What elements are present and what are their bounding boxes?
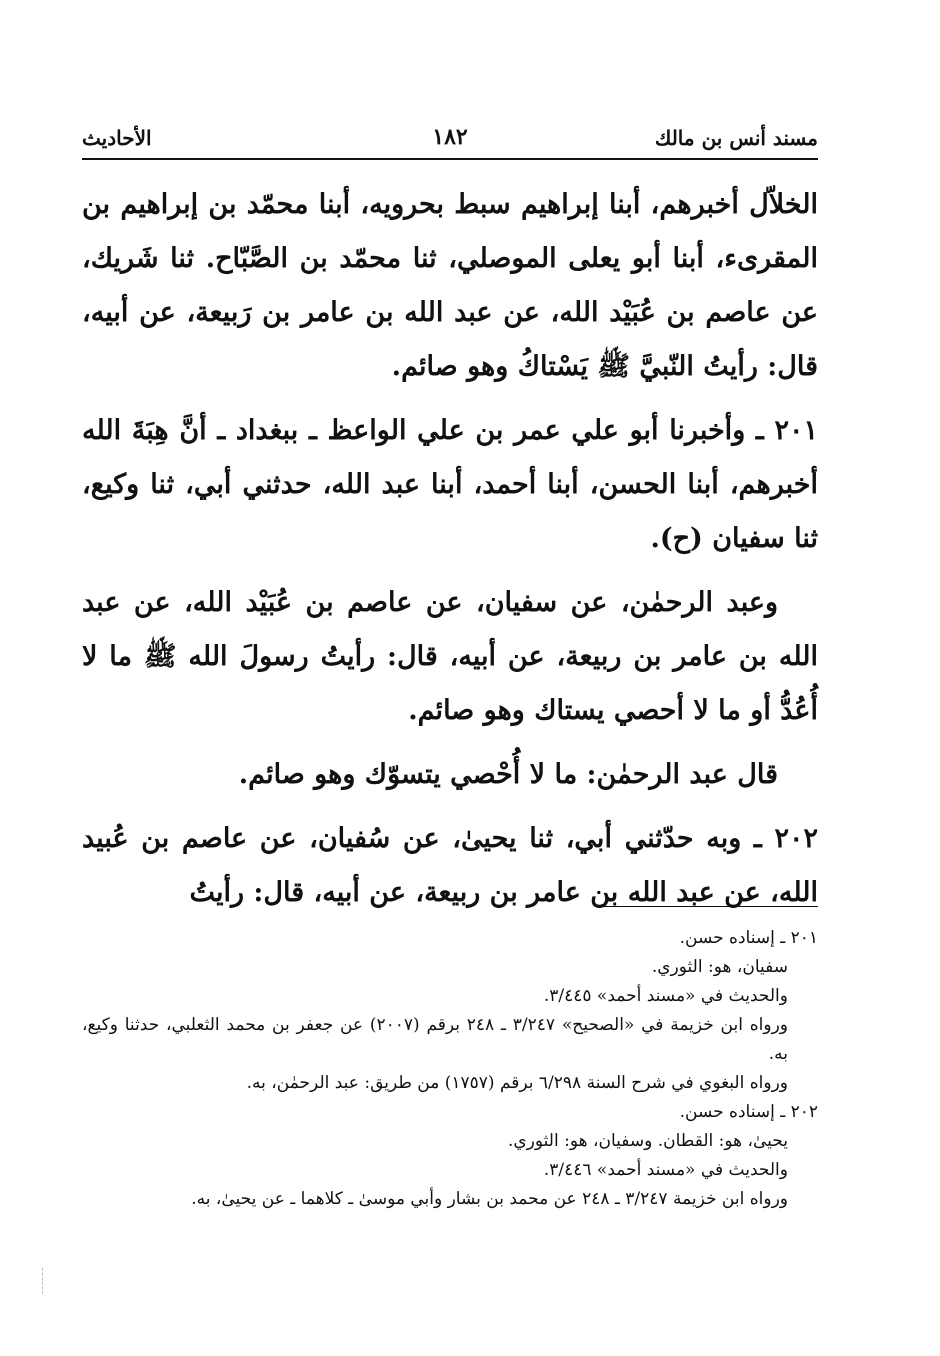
footnote-line: والحديث في «مسند أحمد» ٣/٤٤٥. <box>543 986 788 1006</box>
footnote-separator <box>598 906 818 907</box>
hadith-201: ٢٠١ ـ وأخبرنا أبو علي عمر بن علي الواعظ ـ ببغداد ـ أنَّ هِبَةَ الله أخبرهم، أبنا الحسن، أبنا أحمد، أبنا عبد الله، حدثني أبي، ثنا وكيع، ثنا سفيان (ح). <box>82 415 818 554</box>
footnote-line: يحيىٰ، هو: القطان. وسفيان، هو: الثوري. <box>507 1131 788 1151</box>
footnote-202-grade: ٢٠٢ ـ إسناده حسن. <box>679 1102 818 1122</box>
section-title: الأحاديث <box>82 126 152 150</box>
footnote-line: والحديث في «مسند أحمد» ٣/٤٤٦. <box>543 1160 788 1180</box>
footnotes <box>82 924 818 1214</box>
footnote-line: سفيان، هو: الثوري. <box>651 957 788 977</box>
hadith-202: ٢٠٢ ـ وبه حدّثني أبي، ثنا يحيىٰ، عن سُفيان، عن عاصم بن عُبيد الله، عن عبد الله بن عامر بن ربيعة، عن أبيه، قال: رأيتُ <box>82 823 818 908</box>
header-rule <box>82 158 818 160</box>
footnote-line: ورواه ابن خزيمة ٣/٢٤٧ ـ ٢٤٨ عن محمد بن بشار وأبي موسىٰ ـ كلاهما ـ عن يحيىٰ، به. <box>191 1189 788 1209</box>
footnote-201-grade: ٢٠١ ـ إسناده حسن. <box>679 928 818 948</box>
main-text <box>82 178 818 930</box>
paragraph-continuation: الخلاّل أخبرهم، أبنا إبراهيم سبط بحرويه، أبنا محمّد بن إبراهيم بن المقرىء، أبنا أبو يعلى الموصلي، ثنا محمّد بن الصَّبّاح. ثنا شَريك، عن عاصم بن عُبَيْد الله، عن عبد الله بن عامر بن رَبيعة، عن أبيه، قال: رأيتُ النّبيَّ ﷺ يَسْتاكُ وهو صائم. <box>82 189 818 382</box>
running-title: مسند أنس بن مالك <box>654 126 818 150</box>
page-number: ١٨٢ <box>432 124 468 150</box>
footnote-line: ورواه البغوي في شرح السنة ٦/٢٩٨ برقم (١٧٥٧) من طريق: عبد الرحمٰن، به. <box>246 1073 788 1093</box>
hadith-201-note: قال عبد الرحمٰن: ما لا أُحْصي يتسوّك وهو صائم. <box>238 759 778 790</box>
footnote-line: ورواه ابن خزيمة في «الصحيح» ٣/٢٤٧ ـ ٢٤٨ برقم (٢٠٠٧) عن جعفر بن محمد الثعلبي، حدثنا وكيع، به. <box>82 1015 788 1064</box>
margin-scan-mark <box>42 1268 43 1294</box>
hadith-201-second-chain: وعبد الرحمٰن، عن سفيان، عن عاصم بن عُبَيْد الله، عن عبد الله بن عامر بن ربيعة، عن أبيه، قال: رأيتُ رسولَ الله ﷺ ما لا أُعُدُّ أو ما لا أحصي يستاك وهو صائم. <box>82 587 818 726</box>
page-header <box>82 118 818 158</box>
